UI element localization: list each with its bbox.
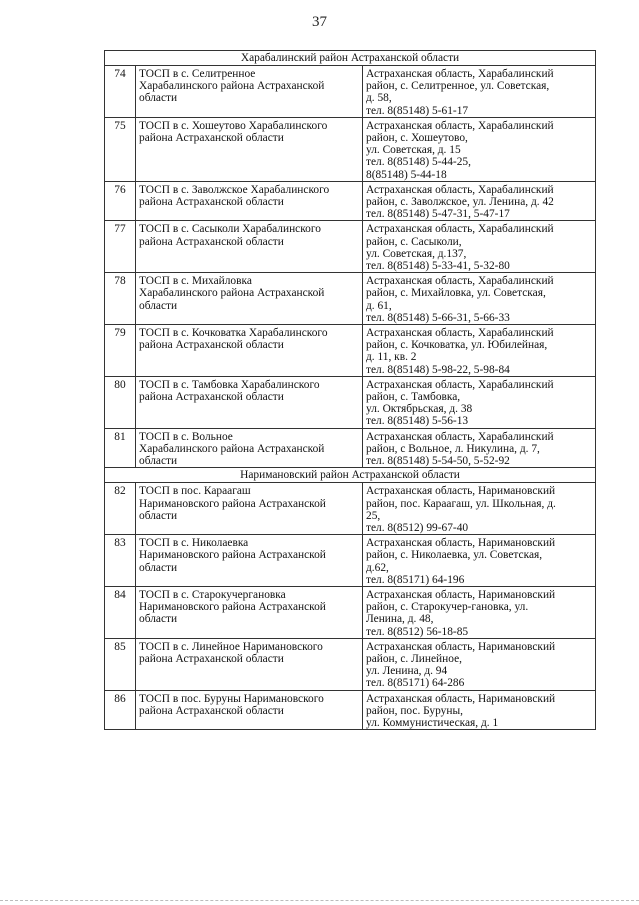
row-number: 82	[105, 483, 136, 535]
office-name-cell	[136, 638, 363, 690]
table-row	[105, 483, 596, 535]
address-line: д.62,	[366, 561, 389, 574]
office-name-cell	[136, 690, 363, 730]
address-line: ул. Октябрьская, д. 38	[366, 403, 473, 416]
office-address-table	[104, 50, 596, 730]
row-number: 81	[105, 428, 136, 468]
office-address-cell	[363, 376, 596, 428]
office-name-line: ТОСП в с. Хошеутово Харабалинского	[139, 119, 328, 132]
office-address-cell	[363, 690, 596, 730]
office-name-line: района Астраханской области	[139, 235, 284, 248]
office-name-line: области	[139, 299, 178, 312]
office-name-line: ТОСП в с. Кочковатка Харабалинского	[139, 327, 328, 340]
page-number: 37	[312, 14, 327, 30]
office-name-line: области	[139, 455, 178, 468]
address-line: район, с. Старокучер-гановка, ул.	[366, 601, 529, 614]
office-name-line: Харабалинского района Астраханской	[139, 287, 325, 300]
table-row	[105, 66, 596, 118]
address-line: д. 58,	[366, 92, 392, 105]
address-line: тел. 8(85148) 5-44-25,	[366, 156, 471, 169]
office-name-line: ТОСП в пос. Караагаш	[139, 485, 251, 498]
office-name-line: области	[139, 92, 178, 105]
address-line: Астраханская область, Харабалинский	[366, 430, 554, 443]
office-name-cell	[136, 325, 363, 377]
address-line: Ленина, д. 48,	[366, 613, 434, 626]
address-line: тел. 8(8512) 99-67-40	[366, 521, 469, 534]
table-row	[105, 586, 596, 638]
row-number: 80	[105, 376, 136, 428]
office-name-cell	[136, 376, 363, 428]
office-name-line: ТОСП в с. Старокучергановка	[139, 588, 286, 601]
address-line: ул. Советская, д. 15	[366, 144, 461, 157]
address-line: район, с. Сасыколи,	[366, 235, 462, 248]
office-name-line: ТОСП в с. Вольное	[139, 430, 233, 443]
table-row	[105, 325, 596, 377]
address-line: тел. 8(85148) 5-47-31, 5-47-17	[366, 208, 510, 221]
table-row	[105, 221, 596, 273]
address-line: ул. Ленина, д. 94	[366, 665, 448, 678]
office-address-cell	[363, 117, 596, 181]
office-address-cell	[363, 66, 596, 118]
office-address-cell	[363, 428, 596, 468]
address-line: тел. 8(85148) 5-56-13	[366, 415, 469, 428]
address-line: Астраханская область, Харабалинский	[366, 68, 554, 80]
address-line: район, с. Тамбовка,	[366, 391, 461, 404]
table-body	[105, 51, 596, 730]
address-line: Астраханская область, Харабалинский	[366, 327, 554, 340]
row-number: 83	[105, 535, 136, 587]
address-line: тел. 8(85148) 5-33-41, 5-32-80	[366, 260, 510, 273]
office-address-cell	[363, 535, 596, 587]
address-line: Астраханская область, Харабалинский	[366, 183, 554, 196]
address-line: район, пос. Буруны,	[366, 704, 463, 717]
office-address-cell	[363, 638, 596, 690]
office-name-line: Харабалинского района Астраханской	[139, 80, 325, 93]
address-line: 8(85148) 5-44-18	[366, 168, 447, 181]
row-number: 75	[105, 117, 136, 181]
address-line: Астраханская область, Наримановский	[366, 640, 556, 653]
office-name-line: Харабалинского района Астраханской	[139, 442, 325, 455]
row-number: 76	[105, 181, 136, 221]
row-number: 84	[105, 586, 136, 638]
address-line: Астраханская область, Харабалинский	[366, 275, 554, 288]
address-line: Астраханская область, Харабалинский	[366, 119, 554, 132]
district-heading: Наримановский район Астраханской области	[105, 468, 596, 483]
office-name-line: ТОСП в с. Тамбовка Харабалинского	[139, 378, 320, 391]
office-name-cell	[136, 117, 363, 181]
office-name-line: области	[139, 561, 178, 574]
office-address-cell	[363, 181, 596, 221]
office-name-line: района Астраханской области	[139, 132, 284, 145]
address-line: тел. 8(85148) 5-66-31, 5-66-33	[366, 311, 510, 324]
office-name-line: района Астраханской области	[139, 339, 284, 352]
address-line: тел. 8(8512) 56-18-85	[366, 625, 469, 638]
office-name-cell	[136, 221, 363, 273]
office-name-cell	[136, 428, 363, 468]
table-row	[105, 181, 596, 221]
office-name-line: района Астраханской области	[139, 652, 284, 665]
office-name-line: ТОСП в пос. Буруны Наримановского	[139, 692, 324, 705]
address-line: тел. 8(85171) 64-286	[366, 677, 465, 690]
office-name-line: Наримановского района Астраханской	[139, 497, 326, 510]
office-address-cell	[363, 221, 596, 273]
address-line: район, пос. Караагаш, ул. Школьная, д.	[366, 497, 556, 510]
address-line: Астраханская область, Харабалинский	[366, 223, 554, 236]
office-name-cell	[136, 66, 363, 118]
office-name-cell	[136, 586, 363, 638]
section-header-row	[105, 468, 596, 483]
office-name-line: ТОСП в с. Сасыколи Харабалинского	[139, 223, 321, 236]
address-line: район, с. Кочковатка, ул. Юбилейная,	[366, 339, 548, 352]
address-line: тел. 8(85148) 5-98-22, 5-98-84	[366, 363, 510, 376]
office-name-line: района Астраханской области	[139, 196, 284, 209]
row-number: 79	[105, 325, 136, 377]
address-line: тел. 8(85148) 5-61-17	[366, 104, 469, 117]
row-number: 74	[105, 66, 136, 118]
address-line: д. 61,	[366, 299, 392, 312]
row-number: 78	[105, 273, 136, 325]
address-line: д. 11, кв. 2	[366, 351, 417, 364]
address-line: ул. Советская, д.137,	[366, 247, 467, 260]
office-name-line: Наримановского района Астраханской	[139, 601, 326, 614]
office-name-line: ТОСП в с. Николаевка	[139, 537, 249, 550]
row-number: 86	[105, 690, 136, 730]
district-heading: Харабалинский район Астраханской области	[105, 51, 596, 66]
address-line: район, с. Хошеутово,	[366, 132, 468, 145]
address-line: район, с. Селитренное, ул. Советская,	[366, 80, 550, 93]
office-name-line: области	[139, 613, 178, 626]
address-line: 25,	[366, 509, 381, 522]
address-line: ул. Коммунистическая, д. 1	[366, 716, 499, 729]
office-name-line: района Астраханской области	[139, 704, 284, 717]
address-line: Астраханская область, Наримановский	[366, 485, 556, 498]
address-line: район, с. Михайловка, ул. Советская,	[366, 287, 546, 300]
address-line: район, с. Заволжское, ул. Ленина, д. 42	[366, 196, 554, 209]
table-row	[105, 690, 596, 730]
table-row	[105, 428, 596, 468]
address-line: район, с. Николаевка, ул. Советская,	[366, 549, 543, 562]
office-name-line: Наримановского района Астраханской	[139, 549, 326, 562]
office-name-line: ТОСП в с. Линейное Наримановского	[139, 640, 323, 653]
table-row	[105, 535, 596, 587]
office-name-line: ТОСП в с. Селитренное	[139, 68, 256, 80]
office-name-line: района Астраханской области	[139, 391, 284, 404]
office-name-line: области	[139, 509, 178, 522]
scan-edge-divider	[0, 900, 639, 902]
row-number: 77	[105, 221, 136, 273]
office-address-cell	[363, 273, 596, 325]
row-number: 85	[105, 638, 136, 690]
office-name-cell	[136, 181, 363, 221]
office-address-cell	[363, 586, 596, 638]
office-address-cell	[363, 483, 596, 535]
table-row	[105, 638, 596, 690]
office-name-cell	[136, 535, 363, 587]
office-name-line: ТОСП в с. Михайловка	[139, 275, 252, 288]
address-line: Астраханская область, Наримановский	[366, 588, 556, 601]
address-line: Астраханская область, Харабалинский	[366, 378, 554, 391]
table-row	[105, 273, 596, 325]
office-name-cell	[136, 483, 363, 535]
address-line: тел. 8(85171) 64-196	[366, 573, 465, 586]
address-line: тел. 8(85148) 5-54-50, 5-52-92	[366, 455, 510, 468]
office-address-cell	[363, 325, 596, 377]
address-line: Астраханская область, Наримановский	[366, 692, 556, 705]
address-line: район, с. Линейное,	[366, 652, 462, 665]
table-row	[105, 117, 596, 181]
office-name-line: ТОСП в с. Заволжское Харабалинского	[139, 183, 330, 196]
table-row	[105, 376, 596, 428]
office-name-cell	[136, 273, 363, 325]
address-line: район, с Вольное, л. Никулина, д. 7,	[366, 442, 540, 455]
address-line: Астраханская область, Наримановский	[366, 537, 556, 550]
section-header-row	[105, 51, 596, 66]
